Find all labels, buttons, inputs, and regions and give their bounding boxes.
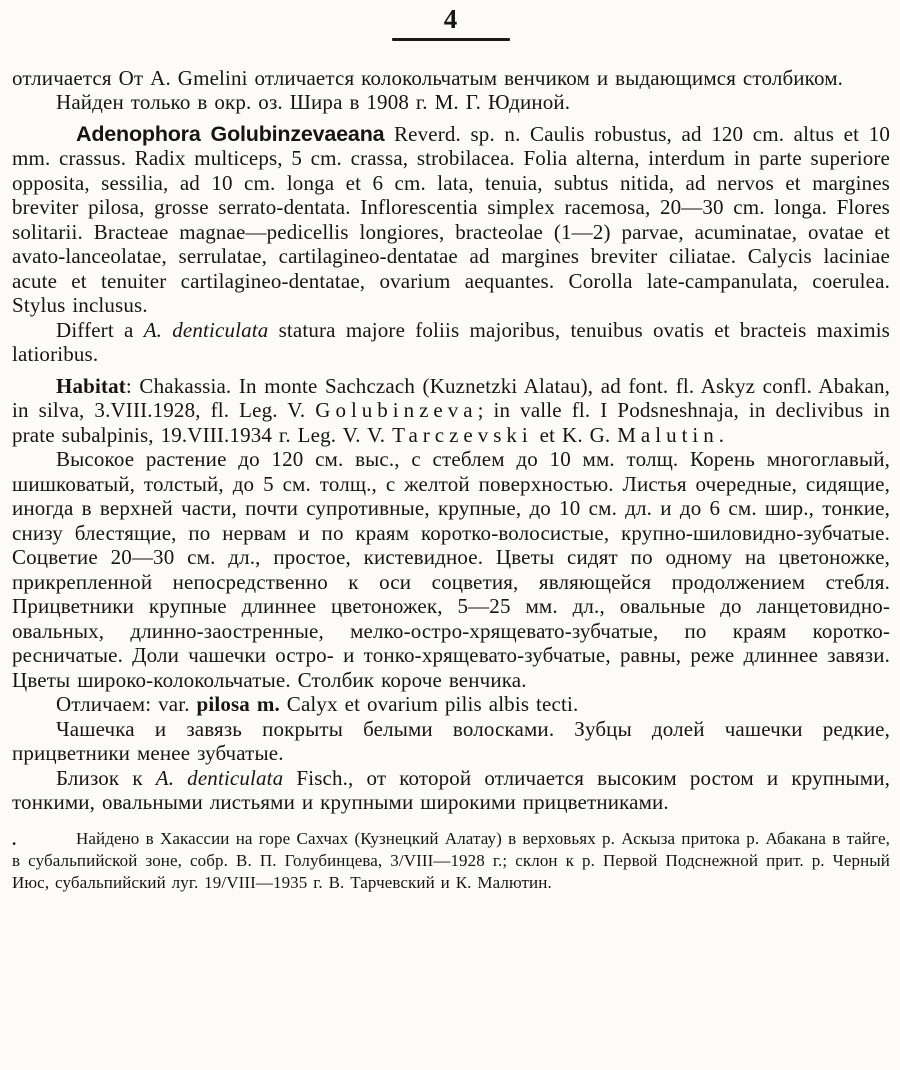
paragraph-continuation [12,66,890,91]
page-header [12,5,890,41]
footnote-collection-record-run: Найдено в Хакассии на горе Сахчах (Кузнецкий Алатау) в верховьях р. Аскыза притока р. Абакана в тайге, в субальпийской зоне, собр. В. П. Голубинцева, 3/VIII—1928 г.; склон к р. Первой Подснежной прит. р. Черный Июс, субальпийский луг. 19/VIII—1935 г. В. Тарчевский и К. Малютин. [12,828,890,892]
paragraph-differt-run: A. denticulata [143,317,269,342]
footnote-collection-record-run: . [12,829,17,849]
paragraph-habitat-run: . [718,422,725,447]
paragraph-habitat-run: Malutin [617,422,719,447]
paragraph-habitat [12,374,890,448]
description-russian [12,447,890,692]
paragraph-habitat-run: Habitat [56,373,126,398]
paragraph-differt [12,318,890,367]
paragraph-comparison-run: Fisch., от которой отличается высоким ростом и крупными, тонкими, овальными листьями и крупными широкими прицветниками. [12,765,890,815]
page-number-rule [392,38,510,41]
footnote-collection-record [12,828,890,894]
description-russian-run: Высокое растение до 120 см. выс., с стеблем до 10 мм. толщ. Корень многоглавый, шишковатый, толстый, до 5 см. толщ., с желтой поверхностью. Листья очередные, сидящие, иногда в верхней части, почти супротивные, крупные, до 10 см. дл. и до 6 см. шир., тонкие, снизу блестящие, по нервам и по краям коротко-волосистые, крупно-шиловидно-зубчатые. Соцветие 20—30 см. дл., простое, кистевидное. Цветы сидят по одному на цветоножке, прикрепленной непосредственно к оси соцветия, являющейся продолжением стебля. Прицветники крупные длиннее цветоножек, 5—25 мм. дл., овальные до ланцетовидно-овальных, длинно-заостренные, мелко-остро-хрящевато-зубчатые, по краям коротко-ресничатые. Доли чашечки остро- и тонко-хрящевато-зубчатые, равны, реже длиннее завязи. Цветы широко-колокольчатые. Столбик короче венчика. [12,447,890,692]
paragraph-var-pilosa [12,692,890,717]
paragraph-calyx-russian [12,717,890,766]
paragraph-differt-run: Differt a [56,317,144,342]
paragraph-habitat-run: Tarczevski [392,422,533,447]
paragraph-continuation-run: отличается От А. Gmelini отличается колокольчатым венчиком и выдающимся столбиком. [12,65,844,90]
paragraph-differt-run: statura majore foliis majoribus, tenuibus ovatis et bracteis maximis latioribus. [12,317,890,367]
species-description-latin [12,122,890,318]
paragraph-comparison-run: A. denticulata [155,765,284,790]
paragraph-calyx-russian-run: Чашечка и завязь покрыты белыми волосками. Зубцы долей чашечки редкие, прицветники менее зубчатые. [12,716,890,766]
page-number: 4 [443,4,459,34]
species-description-latin-run: Reverd. sp. n. Caulis robustus, ad 120 cm. altus et 10 mm. crassus. Radix multiceps, 5 cm. crassa, strobilacea. Folia alterna, interdum in parte superiore opposita, sessilia, ad 10 cm. longa et 6 cm. lata, tenuia, subtus nitida, ad nervos et margines breviter pilosa, grosse serrato-dentata. Inflorescentia simplex racemosa, 20—30 cm. longa. Flores solitarii. Bracteae magnae—pedicellis longiores, bracteolae (1—2) parvae, acuminatae, ovatae et avato-lanceolatae, serrulatae, cartilagineo-dentatae ad margines breviter ciliatae. Calycis laciniae acute et tenuiter cartilagineo-dentatae, ovarium aequantes. Corolla late-campanulata, coerulea. Stylus inclusus. [12,121,890,318]
paragraph-var-pilosa-run: Calyx et ovarium pilis albis tecti. [279,692,579,717]
document-body [12,66,890,894]
paragraph-habitat-run: et K. G. [532,422,618,447]
paragraph-found-note [12,90,890,115]
paragraph-habitat-run: : Chakassia. In monte Sachczach (Kuznetzki Alatau), ad font. fl. Askyz confl. Abakan, in silva, 3.VIII.1928, fl. Leg. V. [12,373,890,423]
paragraph-var-pilosa-run: pilosa m. [196,692,280,717]
paragraph-var-pilosa-run: Отличаем: var. [56,692,197,717]
paragraph-habitat-run: Golubinzeva [315,398,478,423]
species-description-latin-run: Adenophora Golubinzevaeana [76,121,385,146]
paragraph-comparison [12,766,890,815]
paragraph-found-note-run: Найден только в окр. оз. Шира в 1908 г. М. Г. Юдиной. [56,90,571,115]
paragraph-comparison-run: Близок к [56,765,156,790]
paragraph-habitat-run: ; in valle fl. I Podsneshnaja, in declivibus in prate subalpinis, 19.VIII.1934 г. Leg. V. V. [12,398,890,447]
